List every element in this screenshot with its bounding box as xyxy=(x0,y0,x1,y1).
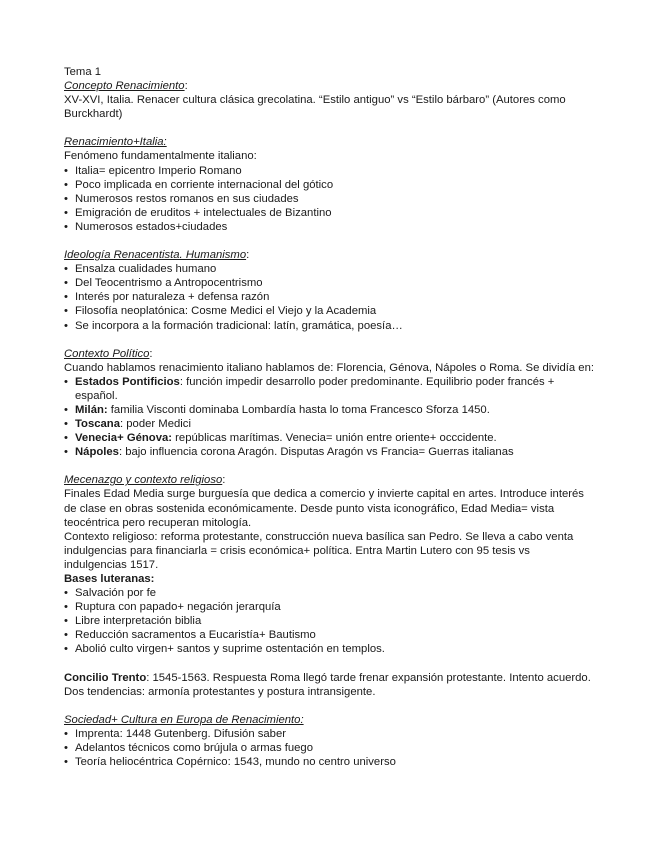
ideologia-list xyxy=(64,262,594,332)
italia-heading: Renacimiento+Italia: xyxy=(64,136,167,149)
list-item: • Interés por naturaleza + defensa razón xyxy=(64,290,594,304)
list-item: • Se incorpora a la formación tradicional: latín, gramática, poesía… xyxy=(64,319,594,333)
list-item: • Estados Pontificios: función impedir desarrollo poder predominante. Equilibrio poder francés + español. xyxy=(64,375,594,403)
list-item: • Poco implicada en corriente internacional del gótico xyxy=(64,178,594,192)
list-item: • Salvación por fe xyxy=(64,586,594,600)
list-item: • Del Teocentrismo a Antropocentrismo xyxy=(64,276,594,290)
politico-heading: Contexto Político xyxy=(64,347,150,360)
list-item: • Abolió culto virgen+ santos y suprime ostentación en templos. xyxy=(64,642,594,656)
list-item: • Italia= epicentro Imperio Romano xyxy=(64,164,594,178)
mecenazgo-paragraph: Finales Edad Media surge burguesía que dedica a comercio y invierte capital en artes. Introduce interés de clase en obras sostenida económicamente. Desde punto vista iconográfico, Edad Media= vista teocéntrica pero recuperan mitología. xyxy=(64,488,584,529)
list-item: • Imprenta: 1448 Gutenberg. Difusión saber xyxy=(64,727,594,741)
list-item: • Venecia+ Génova: repúblicas marítimas. Venecia= unión entre oriente+ occcidente. xyxy=(64,431,594,445)
sociedad-list xyxy=(64,727,594,769)
list-item: • Reducción sacramentos a Eucaristía+ Bautismo xyxy=(64,628,594,642)
list-item: • Adelantos técnicos como brújula o armas fuego xyxy=(64,741,594,755)
religioso-paragraph: Contexto religioso: reforma protestante, construcción nueva basílica san Pedro. Se lleva a cabo venta indulgencias para financiarla = crisis económica+ política. Entra Martin Lutero con 95 tesis vs indulgencias 1517. xyxy=(64,530,574,571)
politico-intro: Cuando hablamos renacimiento italiano hablamos de: Florencia, Génova, Nápoles o Roma. Se dividía en: xyxy=(64,361,595,374)
list-item: • Emigración de eruditos + intelectuales de Bizantino xyxy=(64,206,594,220)
mecenazgo-heading: Mecenazgo y contexto religioso xyxy=(64,474,223,487)
list-item: • Teoría heliocéntrica Copérnico: 1543, mundo no centro universo xyxy=(64,755,594,769)
concepto-text: XV-XVI, Italia. Renacer cultura clásica grecolatina. “Estilo antiguo” vs “Estilo bárbaro” (Autores como Burckhardt) xyxy=(64,94,566,121)
list-item: • Ensalza cualidades humano xyxy=(64,262,594,276)
list-item: • Toscana: poder Medici xyxy=(64,417,594,431)
concepto-heading: Concepto Renacimiento xyxy=(64,80,185,93)
list-item: • Ruptura con papado+ negación jerarquía xyxy=(64,600,594,614)
tema-title: Tema 1 xyxy=(64,66,102,78)
bases-heading: Bases luteranas: xyxy=(64,573,155,585)
list-item: • Nápoles: bajo influencia corona Aragón. Disputas Aragón vs Francia= Guerras italianas xyxy=(64,445,594,459)
politico-list xyxy=(64,375,594,460)
document: Tema 1 Concepto Renacimiento: XV-XVI, Italia. Renacer cultura clásica grecolatina. “Estilo antiguo” vs “Estilo bárbaro” (Autores como Burckhardt) Renacimiento+Italia: Fenómeno fundamentalmente italiano: • Italia= epicentro Imperio Romano • Poco implicada en corriente internacional del gótico • Numerosos restos romanos en sus ciudades • Emigración de eruditos + intelectuales de Bizantino • Numerosos estados+ciudades Ideología Renacentista. Humanismo: • Ensalza cualidades humano • Del Teocentrismo a Antropocentrismo • Interés por naturaleza + defensa razón • Filosofía neoplatónica: Cosme Medici el Viejo y la Academia • Se incorpora a la formación tradicional: latín, gramática, poesía… Contexto Político: Cuando hablamos renacimiento italiano hablamos de: Florencia, Génova, Nápoles o Roma. Se dividía en: • Estados Pontificios: función impedir desarrollo poder predominante. Equilibrio poder francés + español. • Milán: familia Visconti dominaba Lombardía hasta lo toma Francesco Sforza 1450. • Toscana: poder Medici • Venecia+ Génova: repúblicas marítimas. Venecia= unión entre oriente+ occcidente. • Nápoles: bajo influencia corona Aragón. Disputas Aragón vs Francia= Guerras italianas Mecenazgo y contexto religioso: Finales Edad Media surge burguesía que dedica a comercio y invierte capital en artes. Introduce interés de clase en obras sostenida económicamente. Desde punto vista iconográfico, Edad Media= vista teocéntrica pero recuperan mitología. Contexto religioso: reforma protestante, construcción nueva basílica san Pedro. Se lleva a cabo venta indulgencias para financiarla = crisis económica+ política. Entra Martin Lutero con 95 tesis vs indulgencias 1517. Bases luteranas: • Salvación por fe • Ruptura con papado+ negación jerarquía • Libre interpretación biblia • Reducción sacramentos a Eucaristía+ Bautismo • Abolió culto virgen+ santos y suprime ostentación en templos. Concilio Trento: 1545-1563. Respuesta Roma llegó tarde frenar expansión protestante. Intento acuerdo. Dos tendencias: armonía protestantes y postura intransigente. Sociedad+ Cultura en Europa de Renacimiento: • Imprenta: 1448 Gutenberg. Difusión saber • Adelantos técnicos como brújula o armas fuego • Teoría heliocéntrica Copérnico: 1543, mundo no centro universo xyxy=(64,65,594,769)
list-item: • Numerosos estados+ciudades xyxy=(64,220,594,234)
list-item: • Libre interpretación biblia xyxy=(64,614,594,628)
list-item: • Milán: familia Visconti dominaba Lombardía hasta lo toma Francesco Sforza 1450. xyxy=(64,403,594,417)
list-item: • Numerosos restos romanos en sus ciudades xyxy=(64,192,594,206)
italia-list xyxy=(64,164,594,234)
italia-intro: Fenómeno fundamentalmente italiano: xyxy=(64,150,257,163)
sociedad-heading: Sociedad+ Cultura en Europa de Renacimiento: xyxy=(64,713,304,726)
list-item: • Filosofía neoplatónica: Cosme Medici el Viejo y la Academia xyxy=(64,304,594,318)
trento-paragraph: Concilio Trento: 1545-1563. Respuesta Roma llegó tarde frenar expansión protestante. Intento acuerdo. Dos tendencias: armonía protestantes y postura intransigente. xyxy=(64,671,591,698)
ideologia-heading: Ideología Renacentista. Humanismo xyxy=(64,249,247,262)
bases-list xyxy=(64,586,594,656)
